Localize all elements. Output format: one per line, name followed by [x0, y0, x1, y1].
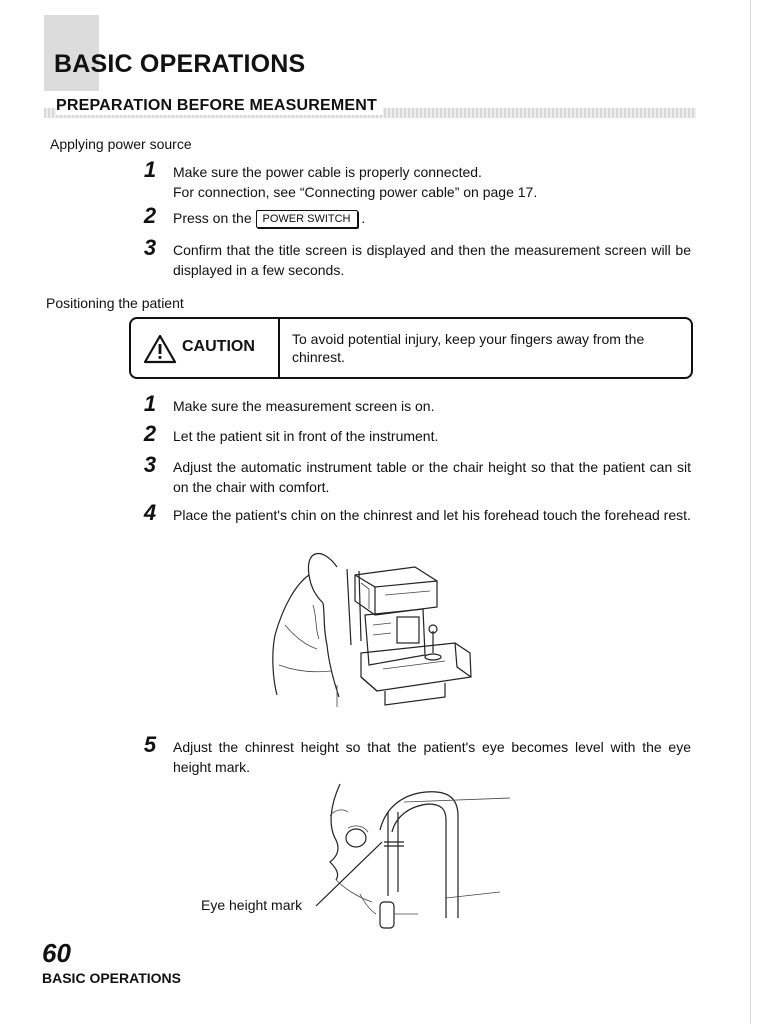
patient-step-2-number: 2 [143, 421, 157, 446]
power-switch-key: POWER SWITCH [256, 210, 358, 228]
power-step-1-text [173, 162, 693, 202]
eye-height-mark-callout: Eye height mark [201, 897, 303, 913]
patient-step-5-number: 5 [143, 732, 157, 757]
power-step-2-pre: Press on the [173, 210, 252, 226]
page-edge-line [750, 0, 751, 1024]
patient-step-2-text: Let the patient sit in front of the instrument. [173, 428, 439, 444]
power-step-3-text: Confirm that the title screen is displayed and then the measurement screen will be displayed in a few seconds. [173, 242, 691, 278]
patient-step-5-text: Adjust the chinrest height so that the patient's eye becomes level with the eye height mark. [173, 739, 691, 775]
footer-section-title: BASIC OPERATIONS [42, 970, 181, 986]
power-step-1-line1: Make sure the power cable is properly connected. [173, 164, 482, 180]
caution-divider [278, 317, 280, 379]
power-step-1-line2: For connection, see “Connecting power cable” on page 17. [173, 184, 538, 200]
warning-triangle-icon [143, 334, 177, 364]
eye-height-mark-illustration [300, 776, 515, 936]
power-step-2-post: . [361, 210, 366, 226]
patient-section-label: Positioning the patient [46, 295, 184, 311]
power-step-2-number: 2 [143, 203, 157, 228]
page-number: 60 [42, 938, 71, 968]
patient-step-1-text: Make sure the measurement screen is on. [173, 398, 435, 414]
patient-step-1-number: 1 [143, 391, 157, 416]
patient-step-4-text: Place the patient's chin on the chinrest and let his forehead touch the forehead rest. [173, 507, 691, 523]
patient-at-instrument-illustration [265, 545, 480, 710]
power-step-1-number: 1 [143, 157, 157, 182]
patient-step-4-number: 4 [143, 500, 157, 525]
patient-step-3-text: Adjust the automatic instrument table or the chair height so that the patient can sit on the chair with comfort. [173, 459, 691, 495]
power-section-label: Applying power source [50, 136, 192, 152]
caution-text: To avoid potential injury, keep your fingers away from the chinrest. [292, 331, 645, 365]
caution-label: CAUTION [182, 338, 255, 355]
power-step-2-text [173, 208, 693, 228]
page-title: BASIC OPERATIONS [54, 50, 306, 78]
section-subheading: PREPARATION BEFORE MEASUREMENT [56, 97, 383, 115]
patient-step-3-number: 3 [143, 452, 157, 477]
power-step-3-number: 3 [143, 235, 157, 260]
